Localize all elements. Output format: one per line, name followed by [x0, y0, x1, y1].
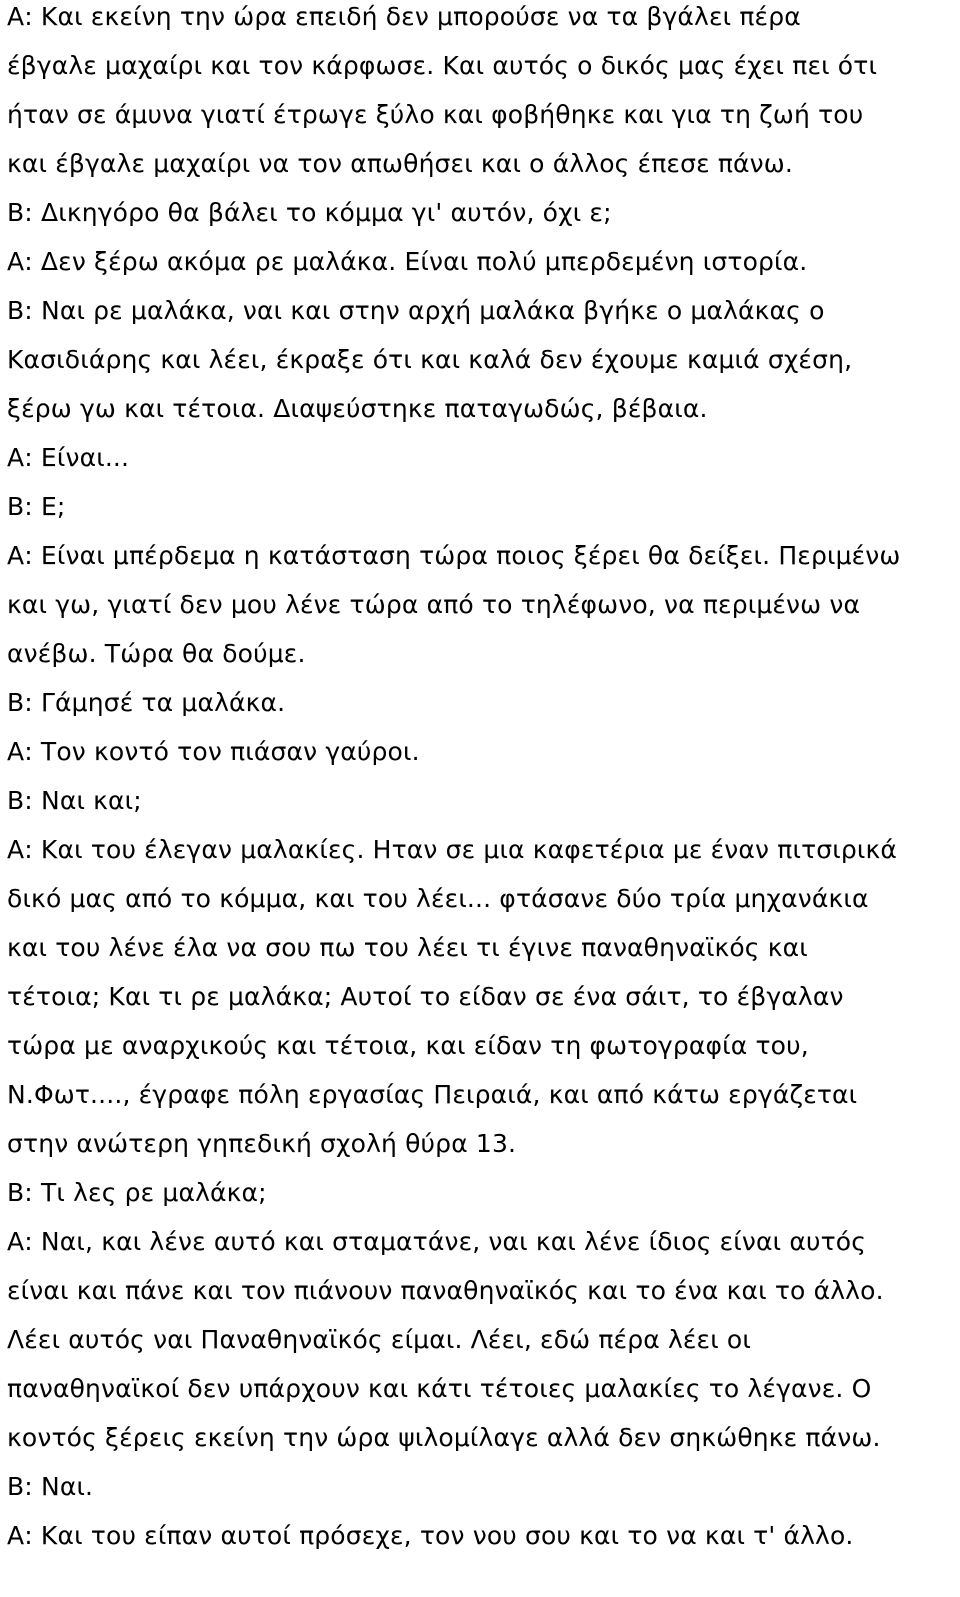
transcript-line: κοντός ξέρεις εκείνη την ώρα ψιλομίλαγε αλλά δεν σηκώθηκε πάνω. — [7, 1423, 881, 1452]
transcript-line: Α: Ναι, και λένε αυτό και σταματάνε, ναι και λένε ίδιος είναι αυτός — [7, 1227, 867, 1256]
transcript-line: τώρα με αναρχικούς και τέτοια, και είδαν τη φωτογραφία του, — [7, 1031, 809, 1060]
transcript-line: ανέβω. Τώρα θα δούμε. — [7, 639, 306, 668]
transcript-line: έβγαλε μαχαίρι και τον κάρφωσε. Και αυτός ο δικός μας έχει πει ότι — [7, 51, 878, 80]
transcript-line: ήταν σε άμυνα γιατί έτρωγε ξύλο και φοβήθηκε και για τη ζωή του — [7, 100, 864, 129]
transcript-line: Ν.Φωτ...., έγραφε πόλη εργασίας Πειραιά, και από κάτω εργάζεται — [7, 1080, 858, 1109]
transcript-line: Β: Ναι και; — [7, 786, 142, 815]
transcript-line: και γω, γιατί δεν μου λένε τώρα από το τηλέφωνο, να περιμένω να — [7, 590, 861, 619]
transcript-line: και του λένε έλα να σου πω του λέει τι έγινε παναθηναϊκός και — [7, 933, 808, 962]
transcript-line: Β: Δικηγόρο θα βάλει το κόμμα γι' αυτόν, όχι ε; — [7, 198, 612, 227]
transcript-line: δικό μας από το κόμμα, και του λέει... φτάσανε δύο τρία μηχανάκια — [7, 884, 869, 913]
transcript-line: Α: Είναι... — [7, 443, 130, 472]
transcript-line: Α: Είναι μπέρδεμα η κατάσταση τώρα ποιος ξέρει θα δείξει. Περιμένω — [7, 541, 901, 570]
transcript-line: είναι και πάνε και τον πιάνουν παναθηναϊκός και το ένα και το άλλο. — [7, 1276, 884, 1305]
transcript-line: τέτοια; Και τι ρε μαλάκα; Αυτοί το είδαν σε ένα σάιτ, το έβγαλαν — [7, 982, 844, 1011]
transcript-line: Α: Τον κοντό τον πιάσαν γαύροι. — [7, 737, 420, 766]
transcript-page — [7, 0, 957, 1568]
transcript-line: Β: Γάμησέ τα μαλάκα. — [7, 688, 286, 717]
transcript-line: Λέει αυτός ναι Παναθηναϊκός είμαι. Λέει, εδώ πέρα λέει οι — [7, 1325, 751, 1354]
transcript-line: Α: Και εκείνη την ώρα επειδή δεν μπορούσε να τα βγάλει πέρα — [7, 2, 801, 31]
transcript-line: ξέρω γω και τέτοια. Διαψεύστηκε παταγωδώς, βέβαια. — [7, 394, 708, 423]
transcript-line: Β: Τι λες ρε μαλάκα; — [7, 1178, 267, 1207]
transcript-line: Β: Ναι. — [7, 1472, 94, 1501]
transcript-line: στην ανώτερη γηπεδική σχολή θύρα 13. — [7, 1129, 517, 1158]
transcript-line: Α: Και του είπαν αυτοί πρόσεχε, τον νου σου και το να και τ' άλλο. — [7, 1521, 854, 1550]
transcript-line: Β: Ε; — [7, 492, 66, 521]
transcript-line: παναθηναϊκοί δεν υπάρχουν και κάτι τέτοιες μαλακίες το λέγανε. Ο — [7, 1374, 872, 1403]
transcript-line: Β: Ναι ρε μαλάκα, ναι και στην αρχή μαλάκα βγήκε ο μαλάκας ο — [7, 296, 825, 325]
transcript-line: Α: Δεν ξέρω ακόμα ρε μαλάκα. Είναι πολύ μπερδεμένη ιστορία. — [7, 247, 808, 276]
transcript-line: Α: Και του έλεγαν μαλακίες. Ηταν σε μια καφετέρια με έναν πιτσιρικά — [7, 835, 898, 864]
transcript-line: και έβγαλε μαχαίρι να τον απωθήσει και ο άλλος έπεσε πάνω. — [7, 149, 793, 178]
transcript-line: Κασιδιάρης και λέει, έκραξε ότι και καλά δεν έχουμε καμιά σχέση, — [7, 345, 853, 374]
